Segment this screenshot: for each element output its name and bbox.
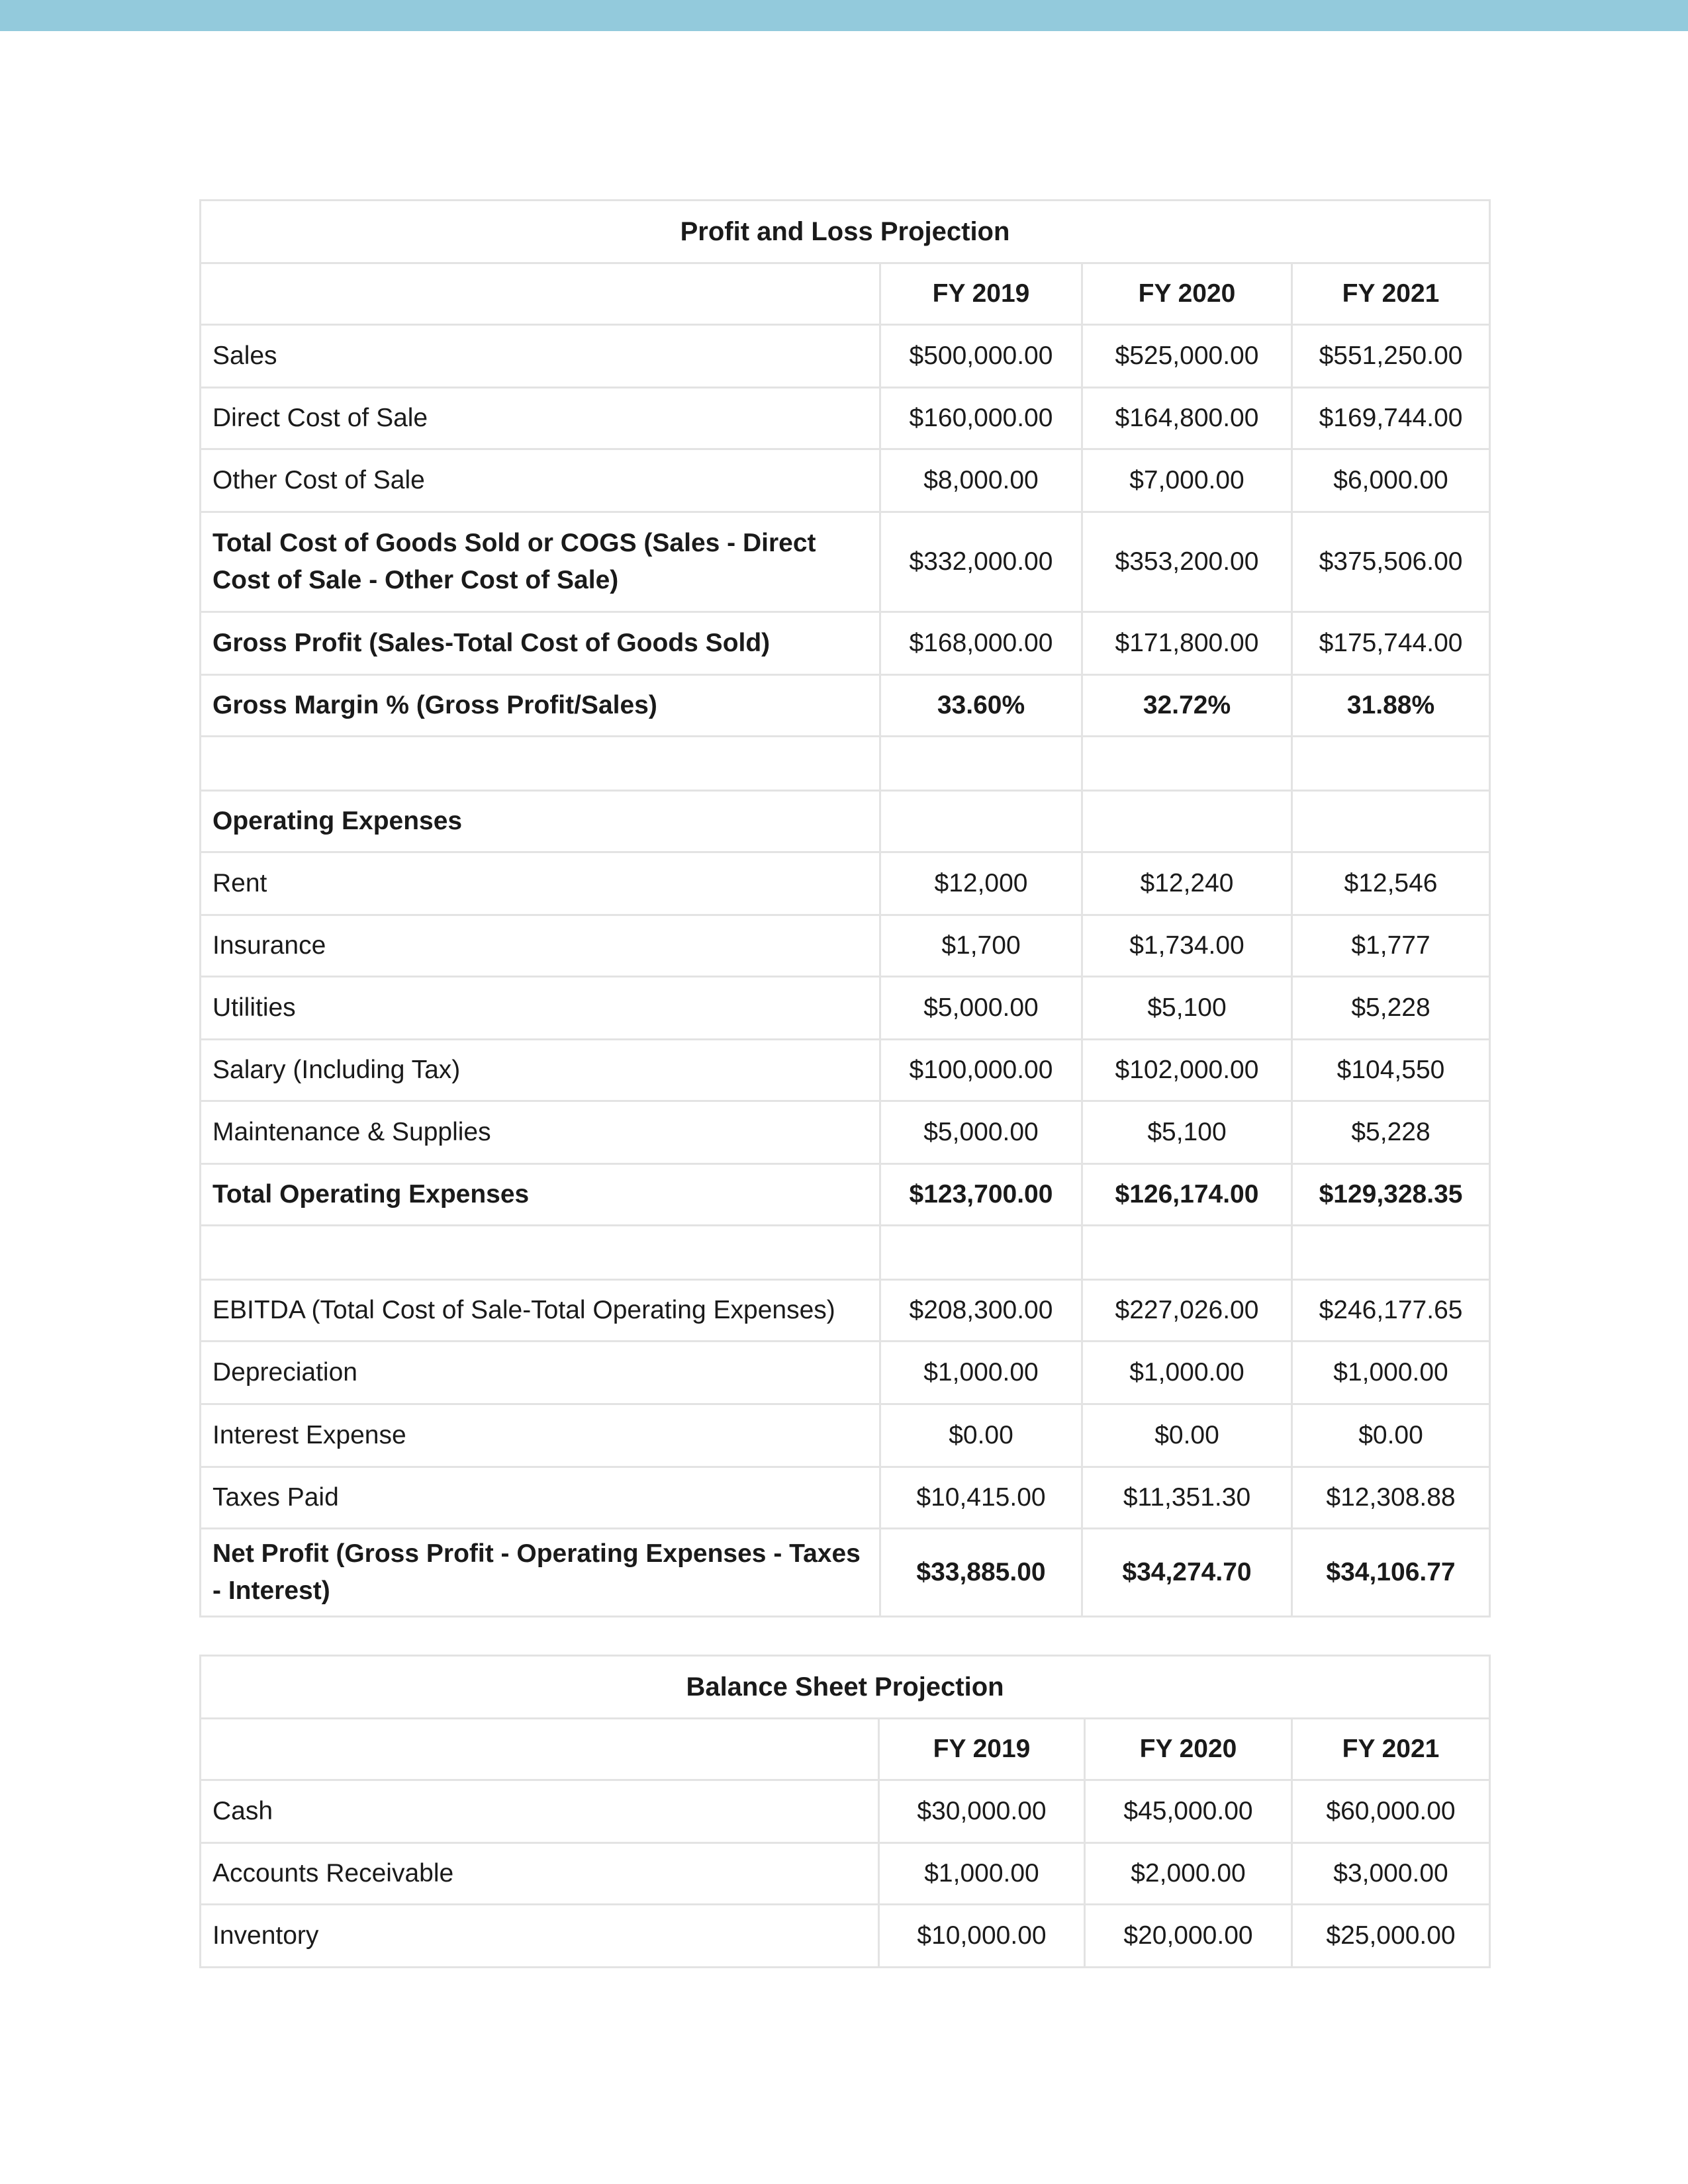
column-header-fy2021: FY 2021 — [1292, 263, 1490, 325]
table-row-gross-margin — [201, 675, 1490, 737]
empty-cell — [880, 791, 1082, 852]
cell-value: $126,174.00 — [1082, 1164, 1292, 1226]
cell-value: $34,274.70 — [1082, 1529, 1292, 1617]
table-row-gross-profit — [201, 612, 1490, 675]
row-label: Taxes Paid — [201, 1467, 880, 1529]
row-label: Interest Expense — [201, 1404, 880, 1467]
cell-value: $12,308.88 — [1292, 1467, 1490, 1529]
cell-value: $12,240 — [1082, 852, 1292, 915]
row-label: Utilities — [201, 977, 880, 1040]
table-row-spacer — [201, 1226, 1490, 1280]
cell-value: $7,000.00 — [1082, 449, 1292, 512]
cell-value: $20,000.00 — [1085, 1905, 1292, 1968]
cell-value: $1,000.00 — [1082, 1342, 1292, 1404]
table-row-salary — [201, 1040, 1490, 1101]
cell-value: $246,177.65 — [1292, 1280, 1490, 1342]
cell-value: $25,000.00 — [1292, 1905, 1490, 1968]
cell-value: 33.60% — [880, 675, 1082, 737]
empty-cell — [1082, 791, 1292, 852]
cell-value: $164,800.00 — [1082, 388, 1292, 449]
column-header-fy2020: FY 2020 — [1082, 263, 1292, 325]
table-row-interest-expense — [201, 1404, 1490, 1467]
header-row — [201, 1719, 1490, 1780]
cell-value: $353,200.00 — [1082, 512, 1292, 612]
cell-value: $5,228 — [1292, 1101, 1490, 1164]
row-label: Salary (Including Tax) — [201, 1040, 880, 1101]
cell-value: $1,000.00 — [1292, 1342, 1490, 1404]
cell-value: $168,000.00 — [880, 612, 1082, 675]
column-header-fy2019: FY 2019 — [880, 263, 1082, 325]
row-label: Maintenance & Supplies — [201, 1101, 880, 1164]
cell-value: $45,000.00 — [1085, 1780, 1292, 1843]
table-row-net-profit — [201, 1529, 1490, 1617]
cell-value: $160,000.00 — [880, 388, 1082, 449]
cell-value: $100,000.00 — [880, 1040, 1082, 1101]
cell-value: 31.88% — [1292, 675, 1490, 737]
cell-value: $0.00 — [1082, 1404, 1292, 1467]
cell-value: $33,885.00 — [880, 1529, 1082, 1617]
row-label: Depreciation — [201, 1342, 880, 1404]
column-header-fy2020: FY 2020 — [1085, 1719, 1292, 1780]
cell-value: $1,777 — [1292, 915, 1490, 977]
column-header-fy2021: FY 2021 — [1292, 1719, 1490, 1780]
cell-value: $11,351.30 — [1082, 1467, 1292, 1529]
spacer-cell — [201, 737, 880, 791]
table-row-other-cost — [201, 449, 1490, 512]
cell-value: $0.00 — [880, 1404, 1082, 1467]
profit-loss-title: Profit and Loss Projection — [201, 201, 1490, 263]
table-row-spacer — [201, 737, 1490, 791]
row-label: Cash — [201, 1780, 879, 1843]
row-label: Inventory — [201, 1905, 879, 1968]
row-label: Gross Profit (Sales-Total Cost of Goods Sold) — [201, 612, 880, 675]
spacer-cell — [201, 1226, 880, 1280]
cell-value: $102,000.00 — [1082, 1040, 1292, 1101]
cell-value: $104,550 — [1292, 1040, 1490, 1101]
empty-cell — [1292, 791, 1490, 852]
table-row-maintenance — [201, 1101, 1490, 1164]
cell-value: $129,328.35 — [1292, 1164, 1490, 1226]
row-label: Accounts Receivable — [201, 1843, 879, 1905]
table-row-taxes-paid — [201, 1467, 1490, 1529]
table-row-cash — [201, 1780, 1490, 1843]
spacer-cell — [880, 737, 1082, 791]
cell-value: $5,100 — [1082, 1101, 1292, 1164]
cell-value: $227,026.00 — [1082, 1280, 1292, 1342]
cell-value: $208,300.00 — [880, 1280, 1082, 1342]
column-header-fy2019: FY 2019 — [879, 1719, 1085, 1780]
cell-value: $1,700 — [880, 915, 1082, 977]
cell-value: $169,744.00 — [1292, 388, 1490, 449]
cell-value: $10,000.00 — [879, 1905, 1085, 1968]
cell-value: $500,000.00 — [880, 325, 1082, 388]
table-row-utilities — [201, 977, 1490, 1040]
spacer-cell — [1082, 1226, 1292, 1280]
cell-value: $8,000.00 — [880, 449, 1082, 512]
row-label: Total Operating Expenses — [201, 1164, 880, 1226]
row-label: Gross Margin % (Gross Profit/Sales) — [201, 675, 880, 737]
balance-sheet-table — [199, 1655, 1491, 1968]
cell-value: $1,000.00 — [879, 1843, 1085, 1905]
table-row-depreciation — [201, 1342, 1490, 1404]
table-row-rent — [201, 852, 1490, 915]
row-label: EBITDA (Total Cost of Sale-Total Operating Expenses) — [201, 1280, 880, 1342]
cell-value: $6,000.00 — [1292, 449, 1490, 512]
cell-value: $12,000 — [880, 852, 1082, 915]
row-label: Rent — [201, 852, 880, 915]
table-row-total-operating-expenses — [201, 1164, 1490, 1226]
cell-value: $171,800.00 — [1082, 612, 1292, 675]
top-banner — [0, 0, 1688, 31]
cell-value: $2,000.00 — [1085, 1843, 1292, 1905]
spacer-cell — [1292, 1226, 1490, 1280]
cell-value: $0.00 — [1292, 1404, 1490, 1467]
cell-value: $34,106.77 — [1292, 1529, 1490, 1617]
header-blank — [201, 1719, 879, 1780]
row-label: Insurance — [201, 915, 880, 977]
row-label: Sales — [201, 325, 880, 388]
spacer-cell — [1292, 737, 1490, 791]
table-row-accounts-receivable — [201, 1843, 1490, 1905]
cell-value: $525,000.00 — [1082, 325, 1292, 388]
cell-value: $551,250.00 — [1292, 325, 1490, 388]
table-row-operating-expenses-heading — [201, 791, 1490, 852]
header-row — [201, 263, 1490, 325]
cell-value: $3,000.00 — [1292, 1843, 1490, 1905]
cell-value: $30,000.00 — [879, 1780, 1085, 1843]
spacer-cell — [1082, 737, 1292, 791]
cell-value: $1,000.00 — [880, 1342, 1082, 1404]
cell-value: $1,734.00 — [1082, 915, 1292, 977]
header-blank — [201, 263, 880, 325]
section-heading: Operating Expenses — [201, 791, 880, 852]
table-row-cogs — [201, 512, 1490, 612]
cell-value: $5,000.00 — [880, 1101, 1082, 1164]
cell-value: $10,415.00 — [880, 1467, 1082, 1529]
cell-value: $5,000.00 — [880, 977, 1082, 1040]
row-label: Other Cost of Sale — [201, 449, 880, 512]
spacer-cell — [880, 1226, 1082, 1280]
cell-value: $60,000.00 — [1292, 1780, 1490, 1843]
row-label: Net Profit (Gross Profit - Operating Expenses - Taxes - Interest) — [201, 1529, 880, 1617]
profit-loss-table — [199, 199, 1491, 1617]
cell-value: $5,100 — [1082, 977, 1292, 1040]
table-row-direct-cost — [201, 388, 1490, 449]
cell-value: $175,744.00 — [1292, 612, 1490, 675]
balance-sheet-title: Balance Sheet Projection — [201, 1656, 1490, 1719]
table-row-inventory — [201, 1905, 1490, 1968]
cell-value: $12,546 — [1292, 852, 1490, 915]
table-row-ebitda — [201, 1280, 1490, 1342]
cell-value: $123,700.00 — [880, 1164, 1082, 1226]
cell-value: 32.72% — [1082, 675, 1292, 737]
row-label: Total Cost of Goods Sold or COGS (Sales - Direct Cost of Sale - Other Cost of Sale) — [201, 512, 880, 612]
cell-value: $332,000.00 — [880, 512, 1082, 612]
cell-value: $375,506.00 — [1292, 512, 1490, 612]
row-label: Direct Cost of Sale — [201, 388, 880, 449]
cell-value: $5,228 — [1292, 977, 1490, 1040]
table-row-insurance — [201, 915, 1490, 977]
table-row-sales — [201, 325, 1490, 388]
